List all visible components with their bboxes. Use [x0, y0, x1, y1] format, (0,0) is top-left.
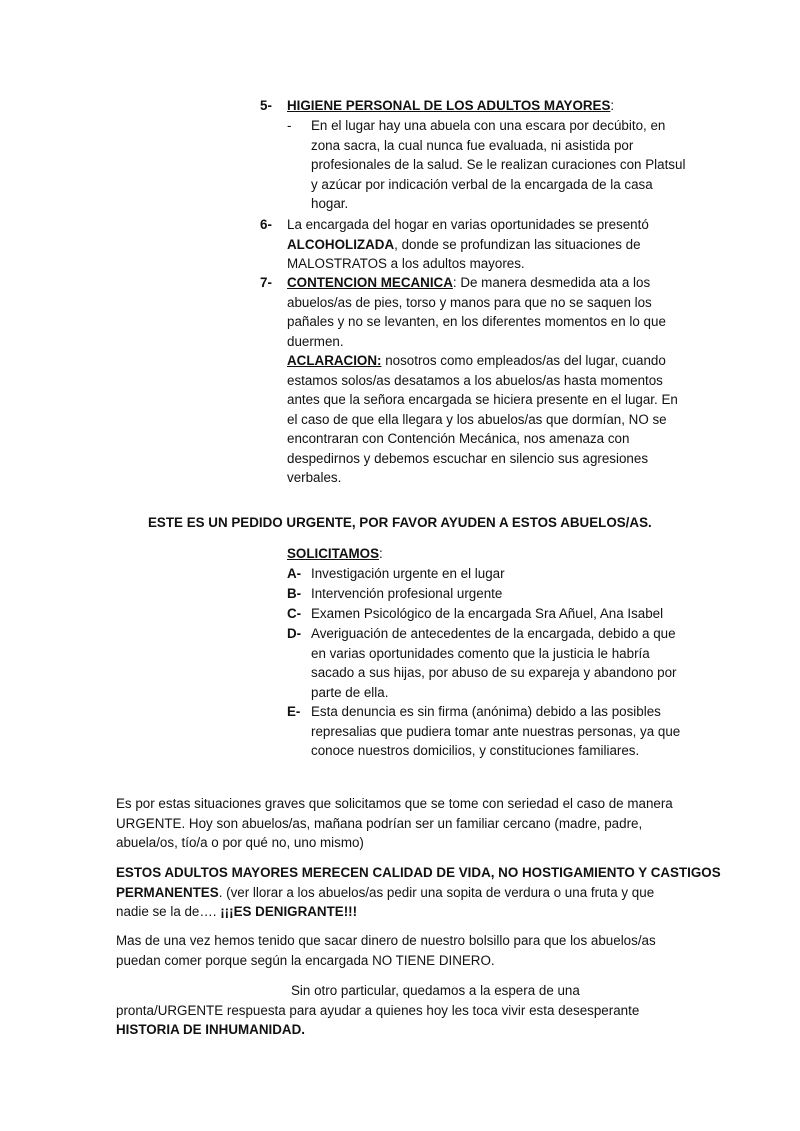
item-7-heading: CONTENCION MECANICA — [287, 275, 453, 290]
request-letter-b: B- — [287, 586, 302, 601]
item-7-body — [287, 273, 678, 488]
paragraph-4: Sin otro particular, quedamos a la espera de una pronta/URGENTE respuesta para ayudar a quienes hoy les toca vivir esta desesperante HISTORIA DE INHUMANIDAD. — [116, 983, 640, 1037]
item-5-number: 5- — [260, 98, 272, 113]
solicitamos-heading-line: SOLICITAMOS: — [287, 546, 383, 561]
aclaracion-line: despedirnos y debemos escuchar en silencio sus agresiones — [287, 450, 649, 466]
item-5-line: profesionales de la salud. Se le realizan curaciones con Platsul — [311, 157, 686, 172]
item-7-line: abuelos/as de pies, torso y manos para que no se saquen los — [287, 294, 652, 310]
item-5-heading: HIGIENE PERSONAL DE LOS ADULTOS MAYORES — [287, 98, 611, 113]
item-6-bold-word: ALCOHOLIZADA — [287, 236, 395, 252]
item-6-line: ALCOHOLIZADA, donde se profundizan las situaciones de — [287, 236, 641, 252]
aclaracion-line: ACLARACION: nosotros como empleados/as del lugar, cuando — [287, 353, 666, 368]
item-5-colon: : — [610, 98, 615, 113]
item-7-line: duermen. — [287, 333, 344, 349]
request-letter-e: E- — [287, 704, 301, 719]
item-5-line: hogar. — [311, 196, 349, 211]
item-5-line: En el lugar hay una abuela con una escara por decúbito, en — [311, 118, 666, 133]
request-letter-d: D- — [287, 626, 302, 641]
item-6-line: La encargada del hogar en varias oportunidades se presentó — [287, 217, 649, 232]
request-b: Intervención profesional urgente — [311, 586, 503, 601]
item-5-heading-line — [287, 96, 614, 116]
request-letter-a: A- — [287, 566, 302, 581]
request-letter-c: C- — [287, 606, 302, 621]
solicitamos-title: SOLICITAMOS — [287, 546, 379, 561]
item-6-line: MALOSTRATOS a los adultos mayores. — [287, 256, 525, 271]
item-7-line: pañales y no se levanten, en los diferentes momentos en lo que — [287, 314, 666, 329]
item-5-line: y azúcar por indicación verbal de la encargada de la casa — [311, 176, 653, 192]
item-6-body — [287, 215, 649, 274]
item-7-heading-line: CONTENCION MECANICA: De manera desmedida ata a los — [287, 275, 651, 290]
request-c: Examen Psicológico de la encargada Sra Añuel, Ana Isabel — [311, 606, 664, 621]
urgent-request-line: ESTE ES UN PEDIDO URGENTE, POR FAVOR AYUDEN A ESTOS ABUELOS/AS. — [148, 515, 652, 530]
item-5-body — [311, 116, 685, 214]
aclaracion-line: encontraran con Contención Mecánica, nos amenaza con — [287, 431, 630, 446]
request-d: Averiguación de antecedentes de la encargada, debido a que en varias oportunidades comento que la justicia le habría sacado a sus hijas, por abuso de su expareja y abandono por parte de ella. — [311, 626, 677, 700]
item-5-line: zona sacra, la cual nunca fue evaluada, ni asistida por — [311, 137, 634, 153]
aclaracion-line: antes que la señora encargada se hiciera presente en el lugar. En — [287, 392, 678, 407]
item-5-dash: - — [287, 118, 292, 133]
aclaracion-line: verbales. — [287, 470, 342, 485]
paragraph-2: ESTOS ADULTOS MAYORES MERECEN CALIDAD DE VIDA, NO HOSTIGAMIENTO Y CASTIGOS PERMANENTES. (ver llorar a los abuelos/as pedir una sopita de verdura o una fruta y que nadie se la de…. ¡¡¡ES DENIGRANTE!!! — [116, 865, 721, 919]
paragraph-3: Mas de una vez hemos tenido que sacar dinero de nuestro bolsillo para que los abuelos/as puedan comer porque según la encargada NO TIENE DINERO. — [116, 933, 656, 968]
paragraph-1: Es por estas situaciones graves que solicitamos que se tome con seriedad el caso de manera URGENTE. Hoy son abuelos/as, mañana podrían ser un familiar cercano (madre, padre, abuela/os, tío/a o por qué no, uno mismo) — [116, 796, 673, 850]
request-a: Investigación urgente en el lugar — [311, 566, 505, 581]
item-6-number: 6- — [260, 217, 272, 232]
request-e: Esta denuncia es sin firma (anónima) debido a las posibles represalias que pudiera tomar ante nuestras personas, ya que conoce nuestros domicilios, y constituciones familiares. — [311, 704, 681, 758]
aclaracion-label: ACLARACION: — [287, 353, 382, 368]
aclaracion-line: estamos solos/as desatamos a los abuelos/as hasta momentos — [287, 372, 663, 388]
aclaracion-line: el caso de que ella llegara y los abuelos/as que dormían, NO se — [287, 411, 667, 427]
item-7-number: 7- — [260, 275, 272, 290]
